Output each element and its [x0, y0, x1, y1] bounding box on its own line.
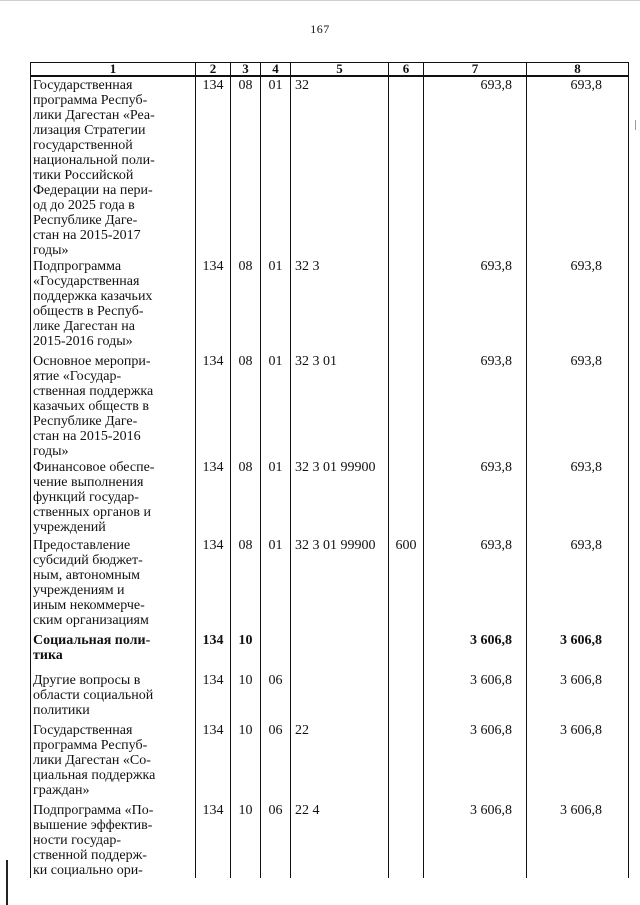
row-subsection: 06	[261, 802, 291, 878]
header-col-3: 3	[231, 63, 261, 77]
row-admin-code: 134	[196, 353, 231, 459]
row-expense-type	[389, 672, 424, 722]
row-expense-type	[389, 802, 424, 878]
row-name-text: Социальная поли- тика	[33, 633, 151, 663]
row-target-article: 32	[291, 76, 389, 258]
table-row	[31, 353, 629, 459]
row-amount-8: 693,8	[527, 353, 629, 459]
row-subsection: 01	[261, 353, 291, 459]
row-amount-8: 693,8	[527, 459, 629, 537]
row-target-article: 32 3 01 99900	[291, 537, 389, 632]
table-row	[31, 722, 629, 802]
header-col-4: 4	[261, 63, 291, 77]
row-admin-code: 134	[196, 672, 231, 722]
row-amount-8: 3 606,8	[527, 802, 629, 878]
table-row	[31, 632, 629, 672]
header-col-6: 6	[389, 63, 424, 77]
row-target-article: 22 4	[291, 802, 389, 878]
row-admin-code: 134	[196, 76, 231, 258]
row-amount-7: 693,8	[424, 459, 527, 537]
page-number: 167	[310, 22, 330, 36]
row-name	[31, 258, 196, 353]
row-section: 08	[231, 537, 261, 632]
binding-mark	[6, 860, 8, 905]
row-amount-7: 693,8	[424, 76, 527, 258]
row-admin-code: 134	[196, 459, 231, 537]
row-expense-type	[389, 353, 424, 459]
row-section: 10	[231, 672, 261, 722]
row-admin-code: 134	[196, 802, 231, 878]
row-name-text: Предоставление субсидий бюджет- ным, автономным учреждениям и иным некоммерче- ским организациям	[33, 538, 149, 628]
row-subsection: 06	[261, 722, 291, 802]
row-name-text: Другие вопросы в области социальной политики	[33, 673, 154, 718]
row-section: 08	[231, 258, 261, 353]
row-subsection: 01	[261, 76, 291, 258]
row-name	[31, 722, 196, 802]
table-row	[31, 672, 629, 722]
row-name-text: Основное меропри- ятие «Государ- ственная поддержка казачьих обществ в Республике Даге- стан на 2015-2016 годы»	[33, 354, 154, 459]
row-admin-code: 134	[196, 258, 231, 353]
row-expense-type	[389, 632, 424, 672]
row-section: 08	[231, 76, 261, 258]
row-name	[31, 76, 196, 258]
header-col-8: 8	[527, 63, 629, 77]
table-row	[31, 537, 629, 632]
row-admin-code: 134	[196, 722, 231, 802]
row-name	[31, 672, 196, 722]
row-expense-type	[389, 722, 424, 802]
row-section: 08	[231, 459, 261, 537]
row-amount-7: 693,8	[424, 537, 527, 632]
row-name-text: Подпрограмма «По- вышение эффектив- ности государ- ственной поддерж- ки социально ори-	[33, 803, 154, 878]
top-rule	[0, 0, 640, 1]
row-amount-8: 3 606,8	[527, 722, 629, 802]
table-row	[31, 802, 629, 878]
row-expense-type	[389, 459, 424, 537]
header-col-2: 2	[196, 63, 231, 77]
table-row	[31, 459, 629, 537]
row-target-article: 32 3 01	[291, 353, 389, 459]
row-name	[31, 632, 196, 672]
row-amount-8: 693,8	[527, 258, 629, 353]
row-admin-code: 134	[196, 537, 231, 632]
row-subsection	[261, 632, 291, 672]
row-expense-type	[389, 76, 424, 258]
row-section: 10	[231, 722, 261, 802]
row-name	[31, 802, 196, 878]
row-section: 10	[231, 802, 261, 878]
row-target-article: 32 3 01 99900	[291, 459, 389, 537]
row-amount-8: 693,8	[527, 76, 629, 258]
budget-table	[30, 62, 629, 878]
row-admin-code: 134	[196, 632, 231, 672]
row-amount-8: 3 606,8	[527, 632, 629, 672]
row-expense-type	[389, 258, 424, 353]
row-amount-8: 3 606,8	[527, 672, 629, 722]
margin-mark	[635, 120, 636, 130]
row-subsection: 06	[261, 672, 291, 722]
header-col-7: 7	[424, 63, 527, 77]
row-subsection: 01	[261, 258, 291, 353]
row-amount-7: 693,8	[424, 353, 527, 459]
row-section: 08	[231, 353, 261, 459]
row-amount-7: 3 606,8	[424, 632, 527, 672]
row-amount-8: 693,8	[527, 537, 629, 632]
row-name-text: Государственная программа Респуб- лики Дагестан «Реа- лизация Стратегии государственной национальной поли- тики Российской Федерации на пери- од до 2025 года в Республике Даге- стан на 2015-2017 годы»	[33, 78, 155, 258]
row-name	[31, 459, 196, 537]
header-col-1: 1	[31, 63, 196, 77]
header-col-5: 5	[291, 63, 389, 77]
row-target-article	[291, 672, 389, 722]
row-subsection: 01	[261, 537, 291, 632]
table-row	[31, 76, 629, 258]
row-section: 10	[231, 632, 261, 672]
row-name-text: Финансовое обеспе- чение выполнения функций государ- ственных органов и учреждений	[33, 460, 155, 535]
row-amount-7: 3 606,8	[424, 672, 527, 722]
row-amount-7: 3 606,8	[424, 802, 527, 878]
header-row	[31, 63, 629, 77]
table-row	[31, 258, 629, 353]
row-expense-type: 600	[389, 537, 424, 632]
row-amount-7: 3 606,8	[424, 722, 527, 802]
row-name-text: Подпрограмма «Государственная поддержка казачьих обществ в Респуб- лике Дагестан на 2015-2016 годы»	[33, 259, 153, 349]
row-name	[31, 353, 196, 459]
row-target-article: 22	[291, 722, 389, 802]
row-subsection: 01	[261, 459, 291, 537]
row-name	[31, 537, 196, 632]
row-amount-7: 693,8	[424, 258, 527, 353]
row-target-article	[291, 632, 389, 672]
row-name-text: Государственная программа Респуб- лики Дагестан «Со- циальная поддержка граждан»	[33, 723, 156, 798]
row-target-article: 32 3	[291, 258, 389, 353]
